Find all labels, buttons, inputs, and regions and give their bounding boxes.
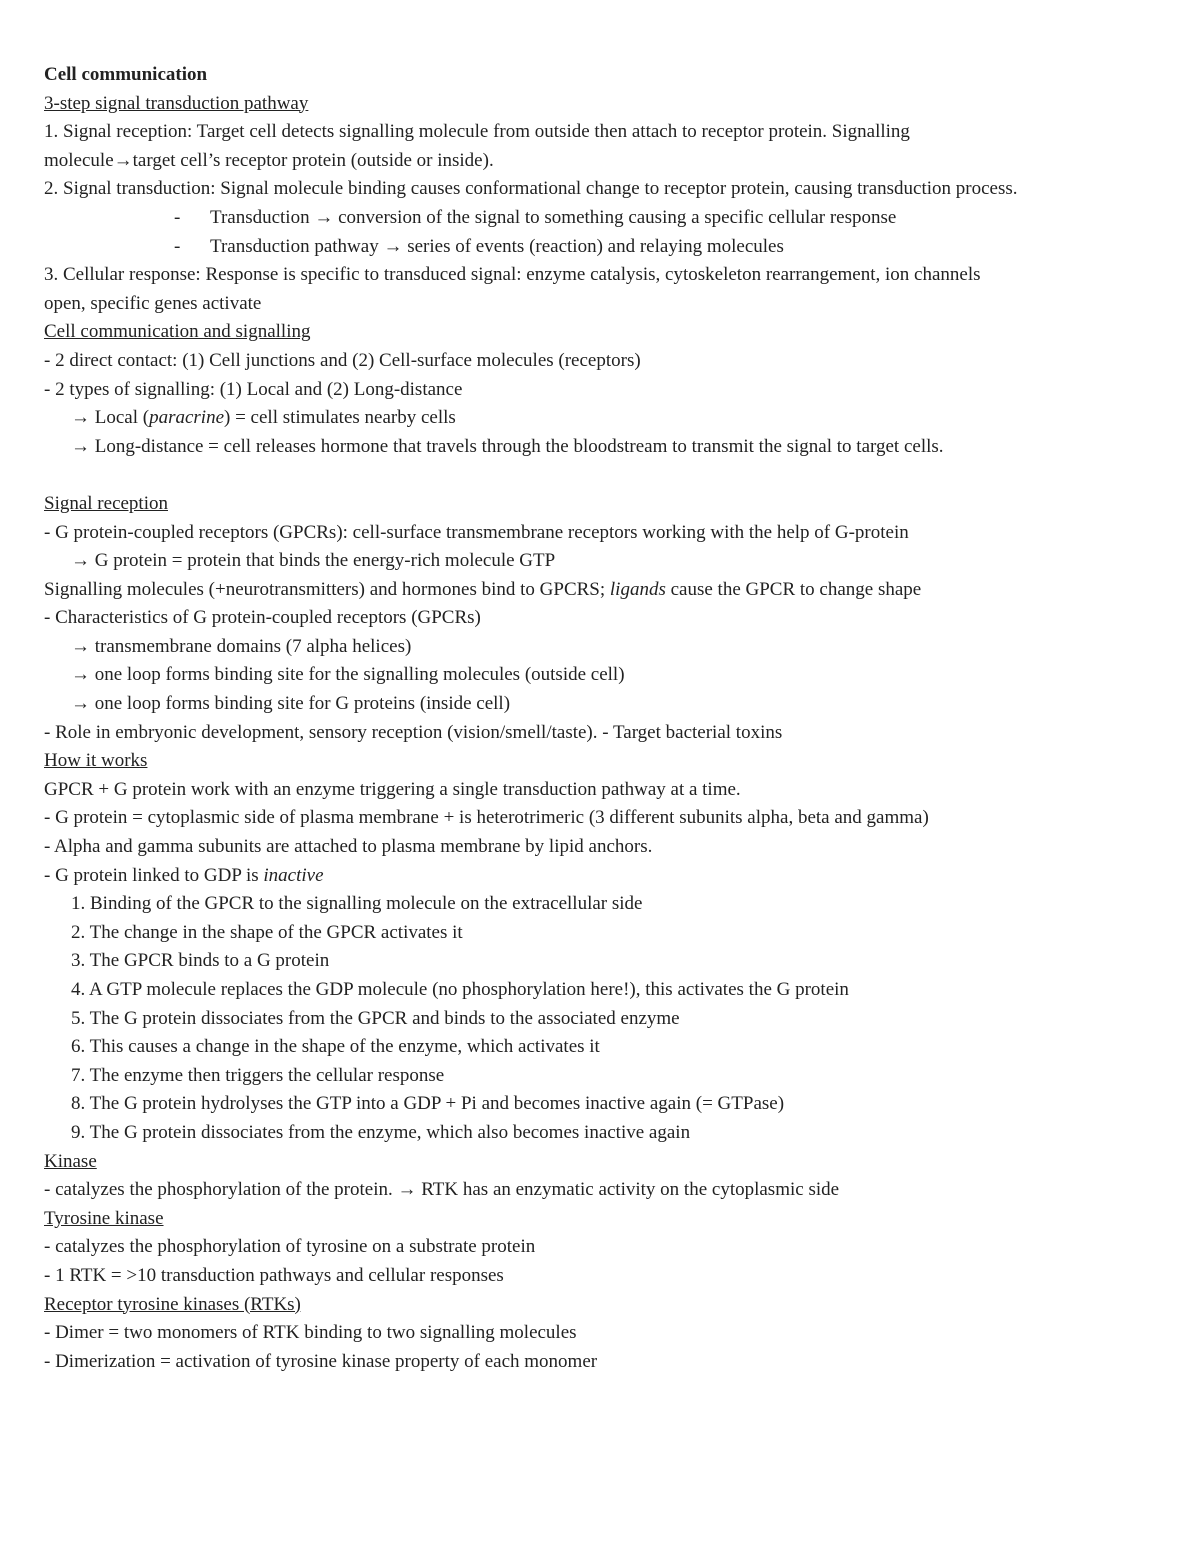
section-heading-kinase: Kinase <box>44 1150 97 1172</box>
bullet-dash: - <box>174 235 181 257</box>
numbered-step: 9. The G protein dissociates from the enzyme, which also becomes inactive again <box>71 1121 691 1143</box>
bullet-transduction <box>44 204 1164 233</box>
section-heading-how-it-works: How it works <box>44 750 148 772</box>
step-cellular-response-cont: open, specific genes activate <box>44 292 262 314</box>
step-cellular-response: 3. Cellular response: Response is specific to transduced signal: enzyme catalysis, cytoskeleton rearrangement, ion channels <box>44 264 981 286</box>
italic-term: ligands <box>609 578 666 600</box>
text-line-ligands <box>44 576 1164 605</box>
text-line: - Dimer = two monomers of RTK binding to two signalling molecules <box>44 1322 577 1344</box>
numbered-step: 8. The G protein hydrolyses the GTP into a GDP + Pi and becomes inactive again (= GTPase) <box>71 1093 785 1115</box>
numbered-step: 4. A GTP molecule replaces the GDP molecule (no phosphorylation here!), this activates the G protein <box>71 979 849 1000</box>
section-heading-cell-communication: Cell communication and signalling <box>44 321 311 343</box>
bullet-text: Transduction pathway → series of events (reaction) and relaying molecules <box>210 235 784 257</box>
text-span: - G protein linked to GDP is <box>44 864 264 886</box>
text-span: cause the GPCR to change shape <box>665 578 922 600</box>
text-line: GPCR + G protein work with an enzyme triggering a single transduction pathway at a time. <box>44 778 741 800</box>
text-span: → Local ( <box>71 407 150 429</box>
numbered-step: 5. The G protein dissociates from the GPCR and binds to the associated enzyme <box>71 1007 680 1029</box>
text-line: - Characteristics of G protein-coupled receptors (GPCRs) <box>44 607 481 629</box>
bullet-text: Transduction → conversion of the signal to something causing a specific cellular response <box>210 206 897 228</box>
step-signal-transduction: 2. Signal transduction: Signal molecule binding causes conformational change to receptor protein, causing transduction process. <box>44 178 1018 200</box>
arrow-line: → G protein = protein that binds the energy-rich molecule GTP <box>71 550 556 572</box>
bullet-dash: - <box>174 206 181 228</box>
numbered-step: 2. The change in the shape of the GPCR activates it <box>71 921 463 943</box>
italic-term: paracrine <box>149 407 225 429</box>
text-line: - Dimerization = activation of tyrosine kinase property of each monomer <box>44 1350 598 1372</box>
numbered-step: 6. This causes a change in the shape of the enzyme, which activates it <box>71 1036 600 1058</box>
text-line: - catalyzes the phosphorylation of the protein. → RTK has an enzymatic activity on the cytoplasmic side <box>44 1179 840 1201</box>
text-span: Signalling molecules (+neurotransmitters) and hormones bind to GPCRS; <box>44 578 610 600</box>
text-span: ) = cell stimulates nearby cells <box>224 407 456 429</box>
arrow-line: → one loop forms binding site for the signalling molecules (outside cell) <box>71 664 625 686</box>
numbered-step: 1. Binding of the GPCR to the signalling molecule on the extracellular side <box>71 893 643 915</box>
arrow-line: → transmembrane domains (7 alpha helices) <box>71 635 412 657</box>
text-line: - 1 RTK = >10 transduction pathways and cellular responses <box>44 1264 504 1286</box>
section-heading-signal-transduction: 3-step signal transduction pathway <box>44 92 309 114</box>
text-line: - Alpha and gamma subunits are attached to plasma membrane by lipid anchors. <box>44 836 653 858</box>
blank-line <box>44 461 1164 490</box>
section-heading-rtks: Receptor tyrosine kinases (RTKs) <box>44 1293 301 1315</box>
text-line: - 2 direct contact: (1) Cell junctions and (2) Cell-surface molecules (receptors) <box>44 349 641 371</box>
arrow-line-long-distance: → Long-distance = cell releases hormone that travels through the bloodstream to transmit the signal to target cells. <box>71 435 944 457</box>
arrow-line-local <box>44 404 1164 433</box>
text-line: - G protein-coupled receptors (GPCRs): cell-surface transmembrane receptors working with the help of G-protein <box>44 521 909 543</box>
section-heading-signal-reception: Signal reception <box>44 492 168 514</box>
bullet-transduction-pathway <box>44 233 1164 262</box>
text-line: - catalyzes the phosphorylation of tyrosine on a substrate protein <box>44 1236 536 1258</box>
text-line: - 2 types of signalling: (1) Local and (2) Long-distance <box>44 378 463 400</box>
document-title: Cell communication <box>44 64 208 85</box>
numbered-step: 3. The GPCR binds to a G protein <box>71 950 330 972</box>
italic-term: inactive <box>263 864 324 886</box>
arrow-line: → one loop forms binding site for G proteins (inside cell) <box>71 693 511 715</box>
document-page <box>44 61 1164 1376</box>
step-signal-reception-cont: molecule→target cell’s receptor protein (outside or inside). <box>44 149 494 171</box>
text-line: - G protein = cytoplasmic side of plasma membrane + is heterotrimeric (3 different subunits alpha, beta and gamma) <box>44 807 929 829</box>
text-line-inactive <box>44 862 1164 891</box>
step-signal-reception: 1. Signal reception: Target cell detects signalling molecule from outside then attach to receptor protein. Signalling <box>44 121 910 143</box>
text-line: - Role in embryonic development, sensory reception (vision/smell/taste). - Target bacterial toxins <box>44 721 783 743</box>
numbered-step: 7. The enzyme then triggers the cellular response <box>71 1064 445 1086</box>
section-heading-tyrosine-kinase: Tyrosine kinase <box>44 1207 164 1229</box>
